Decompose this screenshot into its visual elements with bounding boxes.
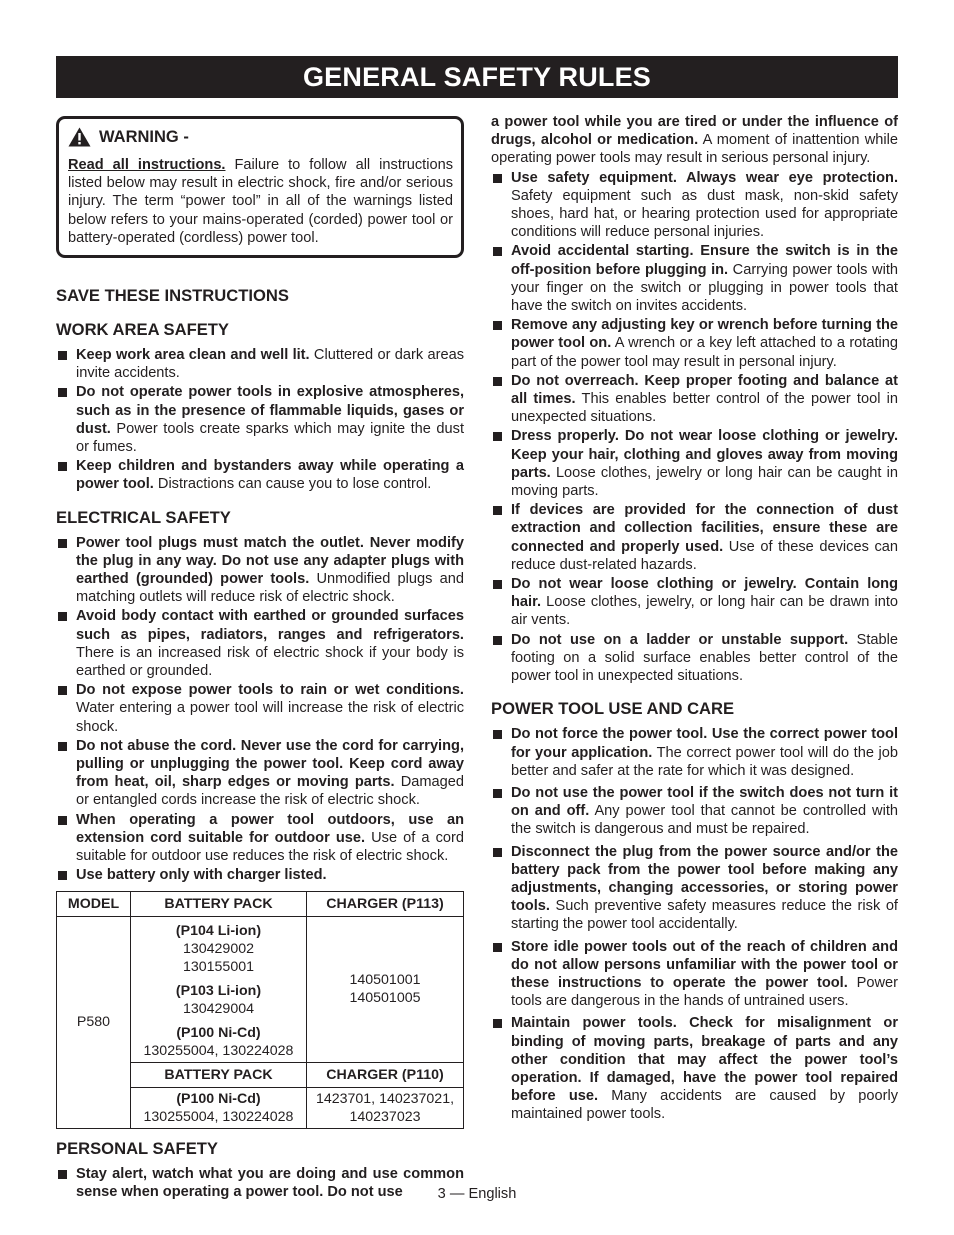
rule-bold: Dress properly. Do not wear loose clothing or jewelry. Keep your hair, clothing and gloves away from moving parts. [511, 428, 898, 481]
table-header: MODEL [57, 891, 131, 916]
list-item [491, 501, 898, 574]
table-header: BATTERY PACK [131, 891, 307, 916]
battery-code: 130155001 [182, 958, 254, 975]
work-area-list [56, 346, 464, 494]
list-item [56, 346, 464, 382]
battery-code: 130255004, 130224028 [143, 1042, 294, 1059]
rule-bold: Do not abuse the cord. Never use the cord for carrying, pulling or unplugging the power tool. Keep cord away from heat, oil, sharp edges or moving parts. [76, 737, 464, 791]
battery-cell [131, 1087, 307, 1128]
rule-text: Carrying power tools with your finger on the switch or plugging in power tools that have the switch on invites accidents. [511, 261, 898, 315]
list-item [491, 242, 898, 315]
rule-bold: Maintain power tools. Check for misalignment or binding of moving parts, breakage of parts and any other condition that may affect the power tool’s operation. If damaged, have the power tool repaired before use. [511, 1015, 898, 1105]
warning-lead: Read all instructions. [68, 157, 226, 173]
rule-text: A wrench or a key left attached to a rotating part of the power tool may result in personal injury. [511, 335, 899, 370]
battery-label: (P100 Ni-Cd) [176, 1024, 261, 1041]
battery-label: (P103 Li-ion) [175, 982, 262, 999]
rule-text: Loose clothes, jewelry, or long hair can be drawn into air vents. [511, 594, 898, 629]
rule-bold: Do not operate power tools in explosive atmospheres, such as in the presence of flammable liquids, gases or dust. [76, 384, 464, 437]
model-cell: P580 [57, 916, 131, 1128]
battery-cell [131, 916, 307, 1062]
charger-code: 140237023 [349, 1108, 421, 1125]
rule-bold: Do not expose power tools to rain or wet conditions. [76, 682, 464, 699]
rule-text: Water entering a power tool will increase the risk of electric shock. [76, 700, 464, 735]
rule-bold: If devices are provided for the connection of dust extraction and collection facilities, ensure these are connected and properly used. [511, 502, 898, 555]
page-footer: 3 — English [437, 1186, 517, 1202]
rule-bold: Do not overreach. Keep proper footing and balance at all times. [511, 372, 898, 408]
rule-text: Cluttered or dark areas invite accidents. [76, 347, 465, 382]
charger-code: 140501001 [349, 972, 421, 988]
electrical-list [56, 534, 464, 885]
table-header-row [57, 891, 464, 916]
rule-bold: Do not use the power tool if the switch does not turn it on and off. [511, 784, 898, 820]
power-tool-list [491, 725, 898, 1123]
rule-bold: Avoid body contact with earthed or grounded surfaces such as pipes, radiators, ranges and refrigerators. [76, 608, 464, 643]
warning-triangle-icon [68, 127, 91, 147]
battery-code: 130429002 [182, 940, 254, 957]
charger-code: 1423701, 140237021, [315, 1090, 455, 1107]
rule-text: Stable footing on a solid surface enables better control of the power tool in unexpected situations. [511, 631, 899, 685]
rule-text: Many accidents are caused by poorly maintained power tools. [511, 1088, 899, 1123]
list-item [56, 607, 464, 680]
list-item [491, 843, 898, 934]
rule-text: Power tools create sparks which may ignite the dust or fumes. [76, 420, 464, 456]
charger-cell [307, 1087, 464, 1128]
list-item [56, 811, 464, 866]
battery-code: 130429004 [182, 1000, 254, 1017]
warning-text: Failure to follow all instructions listed below may result in electric shock, fire and/or serious injury. The term “power tool” in all of the warnings listed below refers to your mains-operated (corded) power tool or battery-operated (cordless) power tool. [68, 157, 453, 246]
personal-continued [491, 113, 898, 168]
rule-bold: Keep children and bystanders away while operating a power tool. [76, 458, 464, 493]
list-item [491, 1014, 898, 1123]
list-item [56, 383, 464, 456]
list-item [491, 169, 898, 242]
rule-text: Damaged or entangled cords increase the risk of electric shock. [76, 774, 464, 809]
rule-text: Loose clothes, jewelry or long hair can be caught in moving parts. [511, 464, 898, 500]
rule-bold: Remove any adjusting key or wrench before turning the power tool on. [511, 317, 898, 352]
charger-code: 140501005 [349, 990, 421, 1006]
warning-heading-row [68, 126, 453, 148]
battery-label: (P100 Ni-Cd) [176, 1090, 261, 1107]
list-item [491, 372, 898, 427]
page-title: GENERAL SAFETY RULES [56, 56, 898, 98]
right-column [491, 113, 898, 1125]
electrical-heading: ELECTRICAL SAFETY [56, 507, 231, 527]
power-tool-heading: POWER TOOL USE AND CARE [491, 699, 735, 719]
table-header: CHARGER (P113) [307, 891, 464, 916]
rule-text: A moment of inattention while operating power tools may result in serious personal injury. [491, 132, 898, 167]
rule-text: Unmodified plugs and matching outlets will reduce risk of electric shock. [76, 571, 464, 606]
rule-text: The correct power tool will do the job better and safer at the rate for which it was designed. [511, 744, 898, 779]
charger-cell [307, 916, 464, 1062]
list-item [491, 725, 898, 780]
rule-text: This enables better control of the power tool in unexpected situations. [511, 391, 898, 426]
battery-code: 130255004, 130224028 [143, 1108, 294, 1125]
rule-text: Use of these devices can reduce dust-related hazards. [511, 538, 898, 573]
list-item [491, 316, 898, 371]
battery-label: (P104 Li-ion) [175, 922, 262, 939]
rule-bold: Keep work area clean and well lit. [76, 347, 310, 364]
rule-text: Safety equipment such as dust mask, non-skid safety shoes, hard hat, or hearing protection used for appropriate conditions will reduce personal injuries. [511, 187, 898, 241]
list-item [491, 631, 898, 686]
rule-bold: Disconnect the plug from the power source and/or the battery pack from the power tool before making any adjustments, changing accessories, or storing power tools. [511, 843, 898, 915]
left-column [56, 116, 464, 1202]
rule-bold: a power tool while you are tired or under the influence of drugs, alcohol or medication. [491, 114, 898, 149]
rule-text: Use of a cord suitable for outdoor use reduces the risk of electric shock. [76, 829, 465, 865]
rule-bold: When operating a power tool outdoors, use an extension cord suitable for outdoor use. [76, 811, 464, 846]
list-item [491, 784, 898, 839]
save-instructions-heading: SAVE THESE INSTRUCTIONS [56, 286, 289, 306]
list-item [56, 534, 464, 607]
table-header: CHARGER (P110) [307, 1062, 464, 1087]
rule-bold: Stay alert, watch what you are doing and use common sense when operating a power tool. Do not use [76, 1165, 464, 1200]
list-item [491, 427, 898, 500]
personal-heading: PERSONAL SAFETY [56, 1138, 218, 1158]
rule-text: Distractions can cause you to lose control. [153, 476, 432, 493]
table-row [57, 916, 464, 1062]
rule-text: Any power tool that cannot be controlled with the switch is dangerous and must be repaired. [511, 803, 898, 838]
warning-heading: WARNING - [99, 128, 189, 146]
rule-bold: Power tool plugs must match the outlet. Never modify the plug in any way. Do not use any adapter plugs with earthed (grounded) power tools. [76, 534, 464, 588]
personal-list [491, 169, 898, 686]
warning-body [68, 156, 453, 247]
list-item [56, 866, 464, 884]
list-item [56, 737, 464, 810]
rule-text: There is an increased risk of electric shock if your body is earthed or grounded. [76, 644, 464, 680]
rule-text: Power tools are dangerous in the hands of untrained users. [511, 974, 898, 1010]
rule-bold: Do not force the power tool. Use the correct power tool for your application. [511, 726, 898, 761]
table-header: BATTERY PACK [131, 1062, 307, 1087]
rule-bold: Use safety equipment. Always wear eye protection. [511, 169, 898, 186]
list-item [56, 681, 464, 736]
rule-bold: Avoid accidental starting. Ensure the switch is in the off-position before plugging in. [511, 243, 898, 278]
battery-charger-table [56, 891, 464, 1129]
work-area-heading: WORK AREA SAFETY [56, 320, 230, 340]
warning-box [56, 116, 464, 258]
rule-bold: Store idle power tools out of the reach of children and do not allow persons unfamiliar with the power tool or these instructions to operate the power tool. [511, 938, 898, 991]
rule-bold: Do not wear loose clothing or jewelry. Contain long hair. [511, 576, 898, 611]
list-item [56, 457, 464, 493]
rule-bold: Use battery only with charger listed. [76, 867, 327, 884]
rule-text: Such preventive safety measures reduce the risk of starting the power tool accidentally. [511, 898, 898, 933]
rule-bold: Do not use on a ladder or unstable support. [511, 631, 849, 648]
list-item [491, 575, 898, 630]
list-item [491, 938, 898, 1011]
